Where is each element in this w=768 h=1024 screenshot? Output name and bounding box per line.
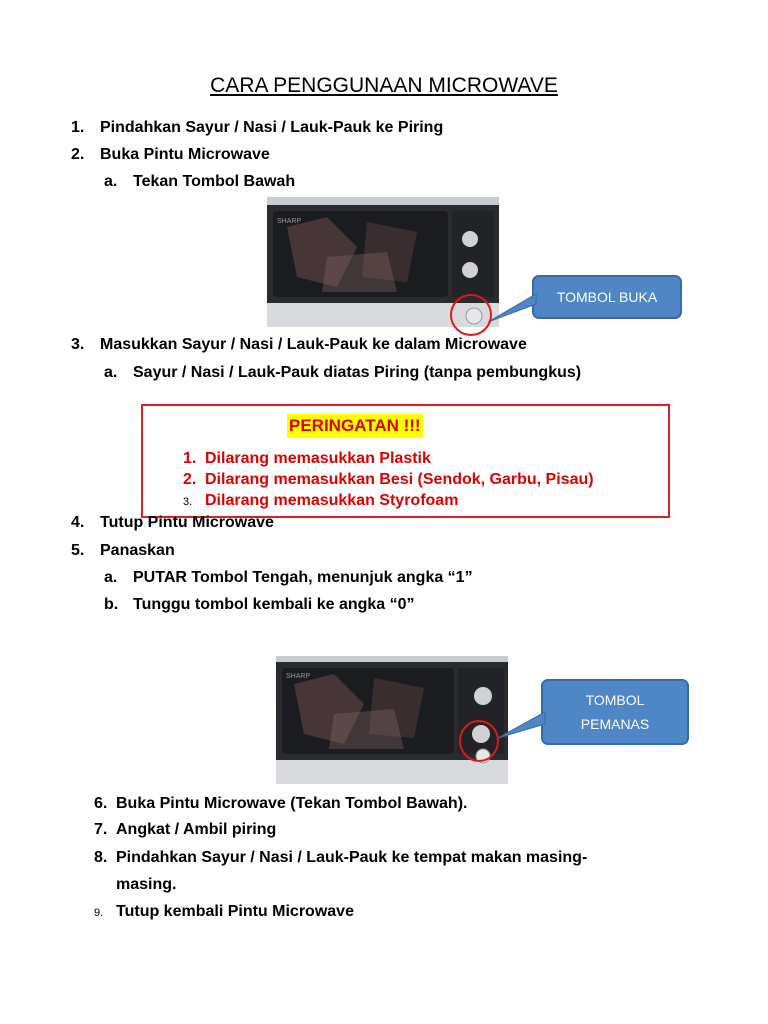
step-text: Sayur / Nasi / Lauk-Pauk diatas Piring (tanpa pembungkus) [133,364,582,381]
step-number: 3. [71,336,85,353]
step-text: Tekan Tombol Bawah [133,173,296,190]
callout-text-line1: TOMBOL [585,692,645,708]
warning-text: Dilarang memasukkan Styrofoam [205,492,459,509]
brand-label: SHARP [277,218,302,225]
warning-number: 2. [183,471,197,488]
step-text: Panaskan [100,542,175,559]
brand-label: SHARP [286,673,311,680]
microwave-photo-1 [267,197,499,327]
step-number: 9. [94,907,104,919]
step-text: Tunggu tombol kembali ke angka “0” [133,596,415,613]
callout-text-line2: PEMANAS [580,716,650,732]
step-number: 7. [94,821,108,838]
step-text: Tutup kembali Pintu Microwave [116,903,354,920]
step-number: 4. [71,514,85,531]
page-title: CARA PENGGUNAAN MICROWAVE [210,74,558,97]
warning-text: Dilarang memasukkan Plastik [205,450,431,467]
step-text: Pindahkan Sayur / Nasi / Lauk-Pauk ke tempat makan masing- [116,849,588,866]
warning-text: Dilarang memasukkan Besi (Sendok, Garbu, Pisau) [205,471,594,488]
microwave-photo-2 [276,656,508,784]
callout-tombol-pemanas [541,679,689,745]
step-text: Buka Pintu Microwave [100,146,270,163]
step-text: masing. [116,876,177,893]
step-text: Pindahkan Sayur / Nasi / Lauk-Pauk ke Piring [100,119,444,136]
warning-box [141,404,670,518]
step-number: 2. [71,146,85,163]
step-number: b. [104,596,119,613]
warning-number: 1. [183,450,197,467]
step-number: 8. [94,849,108,866]
step-text: Buka Pintu Microwave (Tekan Tombol Bawah). [116,795,468,812]
step-number: a. [104,364,118,381]
step-text: Tutup Pintu Microwave [100,514,274,531]
step-text: PUTAR Tombol Tengah, menunjuk angka “1” [133,569,473,586]
step-number: 5. [71,542,85,559]
step-text: Masukkan Sayur / Nasi / Lauk-Pauk ke dalam Microwave [100,336,527,353]
step-text: Angkat / Ambil piring [116,821,277,838]
callout-text: TOMBOL BUKA [556,289,658,305]
warning-title: PERINGATAN !!! [287,414,423,438]
warning-number: 3. [183,496,193,508]
callout-tombol-buka [532,275,682,319]
step-number: a. [104,569,118,586]
step-number: 1. [71,119,85,136]
step-number: 6. [94,795,108,812]
step-number: a. [104,173,118,190]
